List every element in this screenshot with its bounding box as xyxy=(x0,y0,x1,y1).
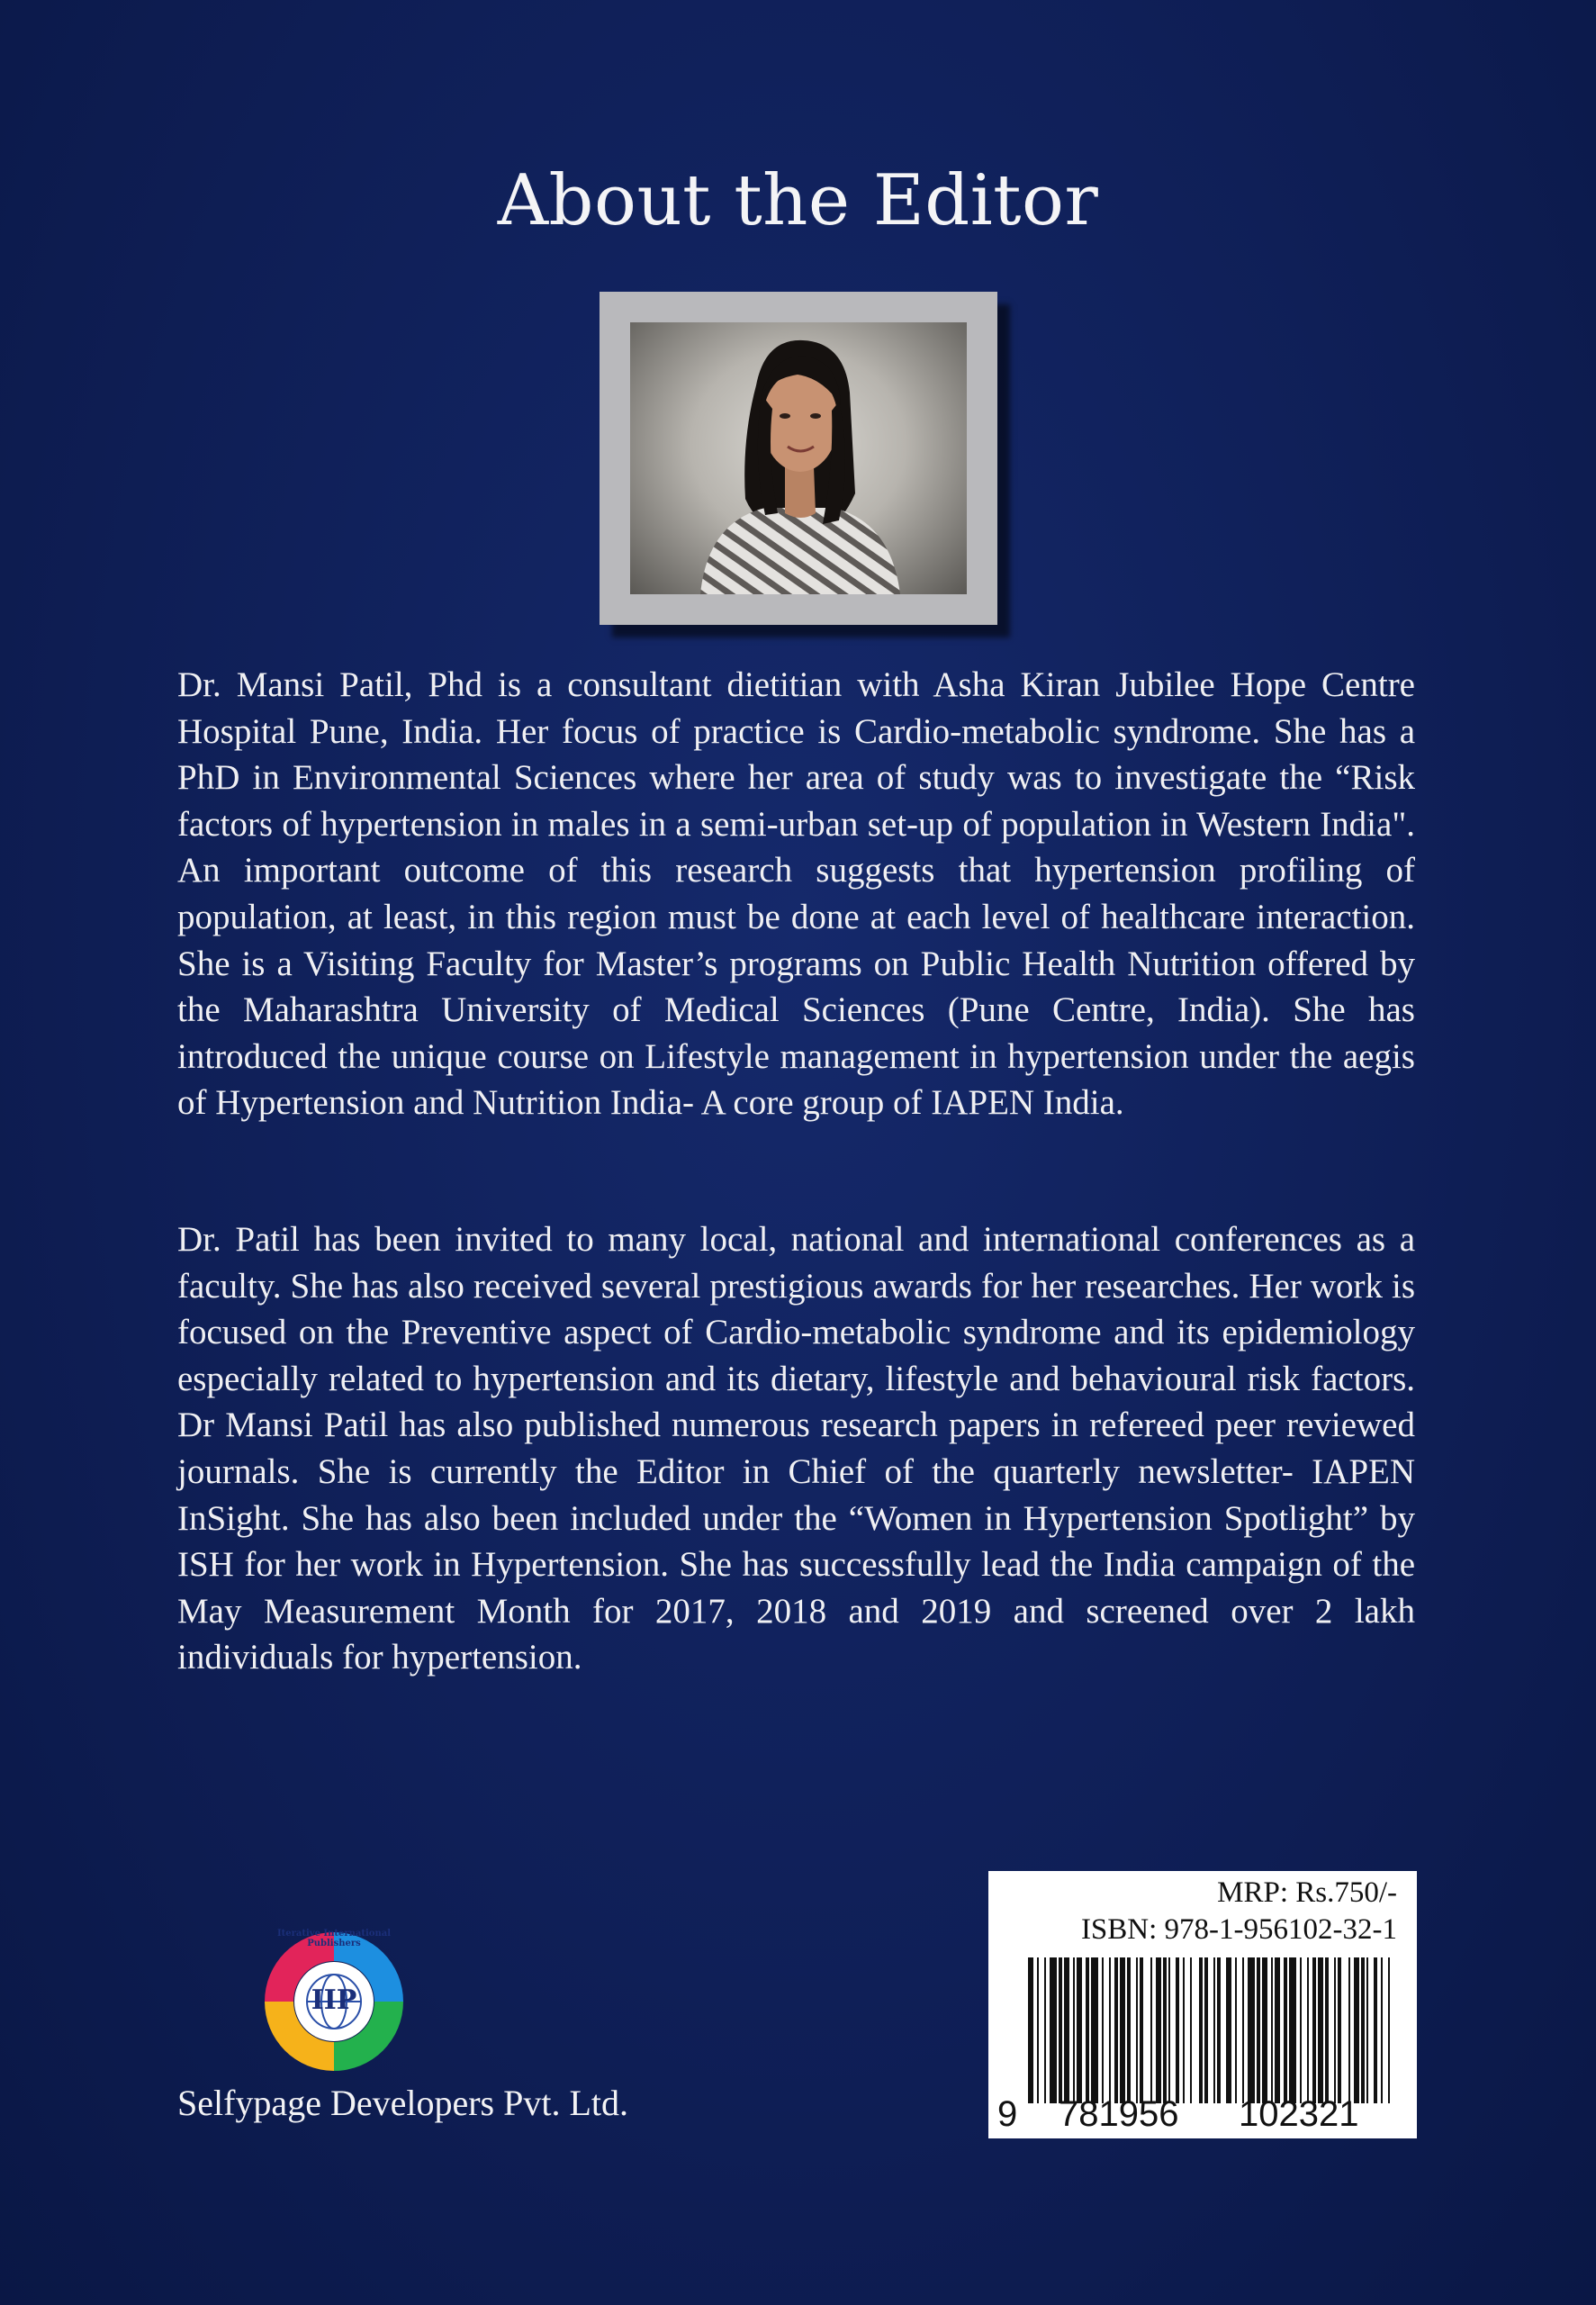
barcode-bar xyxy=(1168,1957,1170,2103)
barcode-bar xyxy=(1183,1957,1185,2103)
barcode-bar xyxy=(1381,1957,1383,2103)
barcode-bar xyxy=(1325,1957,1329,2103)
barcode-bar xyxy=(1156,1957,1161,2103)
barcode-bar xyxy=(1102,1957,1104,2103)
barcode-bar xyxy=(1077,1957,1082,2103)
publisher-name: Selfypage Developers Pvt. Ltd. xyxy=(177,2083,628,2123)
barcode-bar xyxy=(1275,1957,1280,2103)
barcode-bar xyxy=(1204,1957,1208,2103)
barcode-bar xyxy=(1073,1957,1075,2103)
barcode-bar xyxy=(1354,1957,1359,2103)
barcode-bar xyxy=(1136,1957,1138,2103)
publisher-logo-ring-text: Iterative International Publishers xyxy=(276,1929,392,1948)
barcode-digits-right: 102321 xyxy=(1239,2094,1359,2134)
barcode-bar xyxy=(1289,1957,1296,2103)
barcode-bar xyxy=(1176,1957,1179,2103)
barcode-digit-lead: 9 xyxy=(997,2094,1018,2134)
barcode-bar xyxy=(1248,1957,1255,2103)
isbn-text: ISBN: 978-1-956102-32-1 xyxy=(1080,1913,1397,1946)
barcode-bar xyxy=(1348,1957,1350,2103)
barcode-bar xyxy=(1050,1957,1057,2103)
barcode-bar xyxy=(1199,1957,1203,2103)
editor-photo-frame xyxy=(600,292,997,625)
barcode-bar xyxy=(1366,1957,1368,2103)
barcode-bar xyxy=(1163,1957,1167,2103)
barcode-bar xyxy=(1226,1957,1231,2103)
page-title: About the Editor xyxy=(497,160,1099,241)
publisher-logo-text: IIP xyxy=(311,1984,357,2016)
barcode-bar xyxy=(1307,1957,1309,2103)
barcode-bar xyxy=(1064,1957,1069,2103)
barcode-bar xyxy=(1120,1957,1125,2103)
barcode-bar xyxy=(1318,1957,1323,2103)
barcode-bar xyxy=(1284,1957,1287,2103)
barcode-bar xyxy=(1127,1957,1131,2103)
barcode-digits-left: 781956 xyxy=(1059,2094,1179,2134)
barcode-bar xyxy=(1312,1957,1316,2103)
barcode-bar xyxy=(1059,1957,1062,2103)
barcode-bar xyxy=(1037,1957,1039,2103)
publisher-logo xyxy=(257,1925,410,2078)
editor-photo xyxy=(630,322,967,594)
barcode-bar xyxy=(1140,1957,1143,2103)
price-text: MRP: Rs.750/- xyxy=(1217,1876,1397,1909)
editor-bio-paragraph-1: Dr. Mansi Patil, Phd is a consultant dietitian with Asha Kiran Jubilee Hope Centre Hospital Pune, India. Her focus of practice is Cardio-metabolic syndrome. She has a PhD in Environmental Sciences where her area of study was to investigate the “Risk factors of hypertension in males in a semi-urban set-up of population in Western India". An important outcome of this research suggests that hypertension profiling of population, at least, in this region must be done at each level of healthcare interaction. She is a Visiting Faculty for Master’s programs on Public Health Nutrition offered by the Maharashtra University of Medical Sciences (Pune Centre, India). She has introduced the unique course on Lifestyle management in hypertension under the aegis of Hypertension and Nutrition India- A core group of IAPEN India. xyxy=(177,665,1415,1123)
barcode-bar xyxy=(1388,1957,1390,2103)
barcode-bar xyxy=(1109,1957,1111,2103)
barcode-bar xyxy=(1086,1957,1089,2103)
barcode-bar xyxy=(1361,1957,1365,2103)
barcode-bar xyxy=(1242,1957,1244,2103)
barcode-bar xyxy=(1091,1957,1098,2103)
barcode-bar xyxy=(1150,1957,1152,2103)
barcode-label xyxy=(988,1871,1417,2138)
barcode-bar xyxy=(1271,1957,1273,2103)
barcode-bar xyxy=(1334,1957,1336,2103)
editor-portrait-illustration xyxy=(630,322,967,594)
barcode-digits xyxy=(988,2094,1417,2134)
editor-bio-paragraph-2: Dr. Patil has been invited to many local, national and international conferences as a faculty. She has also received several prestigious awards for her researches. Her work is focused on the Preventive aspect of Cardio-metabolic syndrome and its epidemiology especially related to hypertension and its dietary, lifestyle and behavioural risk factors. Dr Mansi Patil has also published numerous research papers in refereed peer reviewed journals. She is currently the Editor in Chief of the quarterly newsletter- IAPEN InSight. She has also been included under the “Women in Hypertension Spotlight” by ISH for her work in Hypertension. She has successfully lead the India campaign of the May Measurement Month for 2017, 2018 and 2019 and screened over 2 lakh individuals for hypertension. xyxy=(177,1220,1415,1677)
barcode-bar xyxy=(1300,1957,1302,2103)
barcode-bar xyxy=(1338,1957,1341,2103)
barcode-bar xyxy=(1044,1957,1046,2103)
barcode-bar xyxy=(1235,1957,1237,2103)
barcode-bar xyxy=(1257,1957,1260,2103)
barcode-bars xyxy=(1028,1957,1397,2103)
barcode-bar xyxy=(1028,1957,1033,2103)
barcode-bar xyxy=(1213,1957,1215,2103)
barcode-bar xyxy=(1114,1957,1118,2103)
barcode-bar xyxy=(1190,1957,1192,2103)
barcode-bar xyxy=(1374,1957,1377,2103)
barcode-bar xyxy=(1262,1957,1267,2103)
barcode-bar xyxy=(1217,1957,1221,2103)
